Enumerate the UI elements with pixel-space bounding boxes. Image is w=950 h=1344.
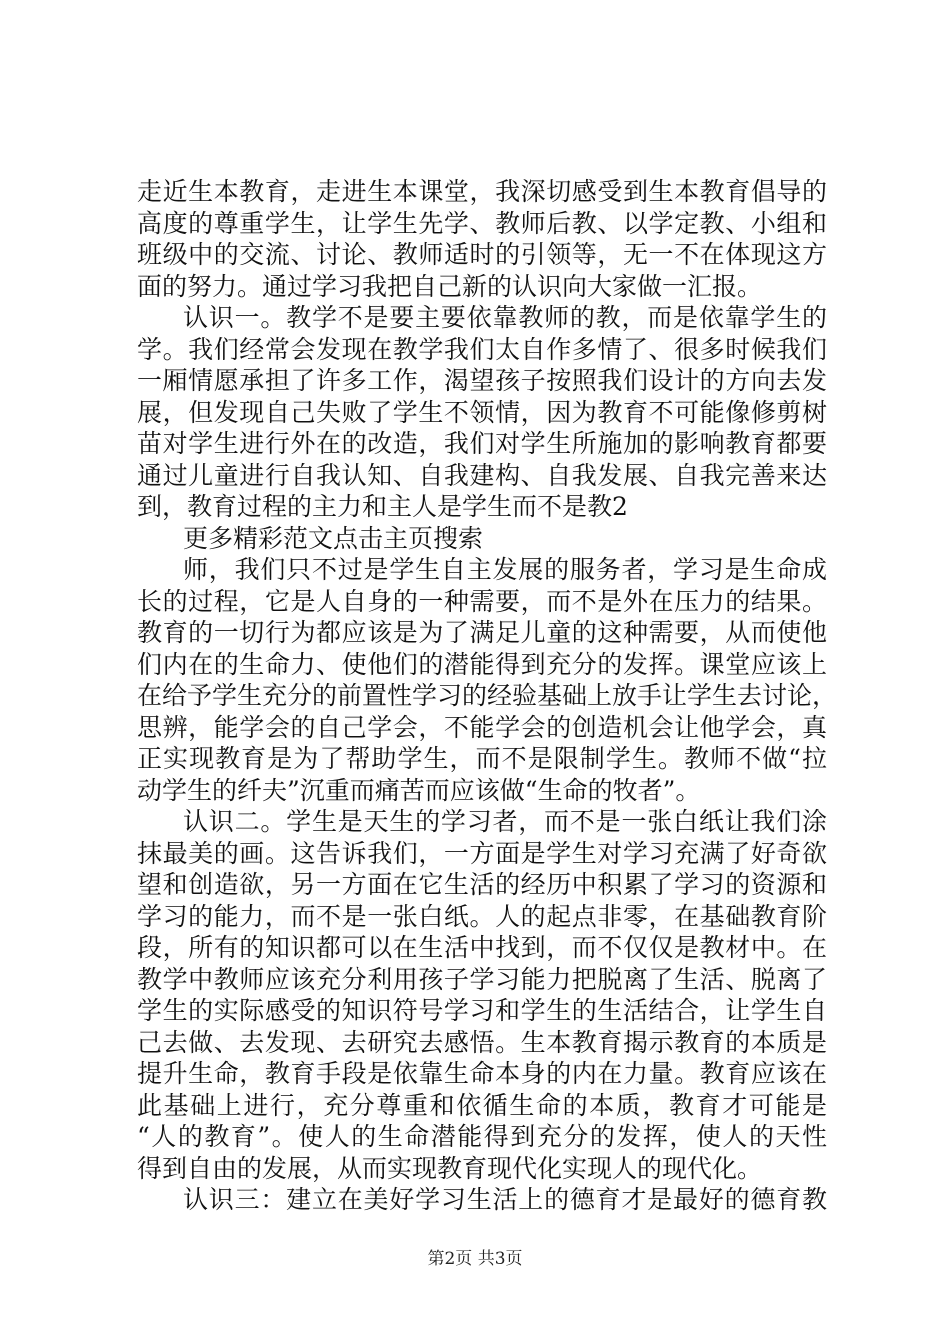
text-line: 苗对学生进行外在的改造，我们对学生所施加的影响教育都要 <box>137 429 827 458</box>
text-line: 望和创造欲，另一方面在它生活的经历中积累了学习的资源和 <box>137 870 827 899</box>
text-line: 班级中的交流、讨论、教师适时的引领等，无一不在体现这方 <box>137 240 827 269</box>
text-line: 学生的实际感受的知识符号学习和学生的生活结合，让学生自 <box>137 996 827 1025</box>
text-line: 学习的能力，而不是一张白纸。人的起点非零，在基础教育阶 <box>137 901 827 931</box>
text-line: 展，但发现自己失败了学生不领情，因为教育不可能像修剪树 <box>137 397 827 427</box>
text-line: 们内在的生命力、使他们的潜能得到充分的发挥。课堂应该上 <box>137 649 827 679</box>
text-line: 教育的一切行为都应该是为了满足儿童的这种需要，从而使他 <box>137 618 827 647</box>
text-line: 面的努力。通过学习我把自己新的认识向大家做一汇报。 <box>137 271 763 301</box>
text-line: 教学中教师应该充分利用孩子学习能力把脱离了生活、脱离了 <box>137 964 827 994</box>
text-line: 动学生的纤夫”沉重而痛苦而应该做“生命的牧者”。 <box>137 775 701 805</box>
text-line: 一厢情愿承担了许多工作，渴望孩子按照我们设计的方向去发 <box>137 366 827 395</box>
text-line: 此基础上进行，充分尊重和依循生命的本质，教育才可能是 <box>137 1090 827 1120</box>
text-line: 思辨，能学会的自己学会，不能学会的创造机会让他学会，真 <box>137 712 827 742</box>
text-line: 认识二。学生是天生的学习者，而不是一张白纸让我们涂 <box>183 807 827 836</box>
text-line: 师，我们只不过是学生自主发展的服务者，学习是生命成 <box>183 555 827 584</box>
text-line: 段，所有的知识都可以在生活中找到，而不仅仅是教材中。在 <box>137 933 827 962</box>
text-line: 正实现教育是为了帮助学生，而不是限制学生。教师不做“拉 <box>137 744 827 773</box>
text-line: 认识三：建立在美好学习生活上的德育才是最好的德育教 <box>183 1185 827 1214</box>
text-line: 学。我们经常会发现在教学我们太自作多情了、很多时候我们 <box>137 334 827 364</box>
text-line: 抹最美的画。这告诉我们，一方面是学生对学习充满了好奇欲 <box>137 838 827 868</box>
text-line: 提升生命，教育手段是依靠生命本身的内在力量。教育应该在 <box>137 1059 827 1088</box>
text-line: 通过儿童进行自我认知、自我建构、自我发展、自我完善来达 <box>137 460 827 490</box>
page-footer: 第2页 共3页 <box>427 1249 523 1269</box>
text-line: 得到自由的发展，从而实现教育现代化实现人的现代化。 <box>137 1153 763 1183</box>
text-line: 到，教育过程的主力和主人是学生而不是教2 <box>137 492 628 521</box>
text-line: 认识一。教学不是要主要依靠教师的教，而是依靠学生的 <box>183 303 827 332</box>
text-line: 更多精彩范文点击主页搜索 <box>183 523 484 553</box>
text-line: “人的教育”。使人的生命潜能得到充分的发挥，使人的天性 <box>137 1122 827 1151</box>
text-line: 己去做、去发现、去研究去感悟。生本教育揭示教育的本质是 <box>137 1027 827 1057</box>
text-line: 在给予学生充分的前置性学习的经验基础上放手让学生去讨论， <box>137 681 838 710</box>
text-line: 高度的尊重学生，让学生先学、教师后教、以学定教、小组和 <box>137 208 827 238</box>
text-line: 长的过程，它是人自身的一种需要，而不是外在压力的结果。 <box>137 586 827 616</box>
text-line: 走近生本教育，走进生本课堂，我深切感受到生本教育倡导的 <box>137 177 827 206</box>
